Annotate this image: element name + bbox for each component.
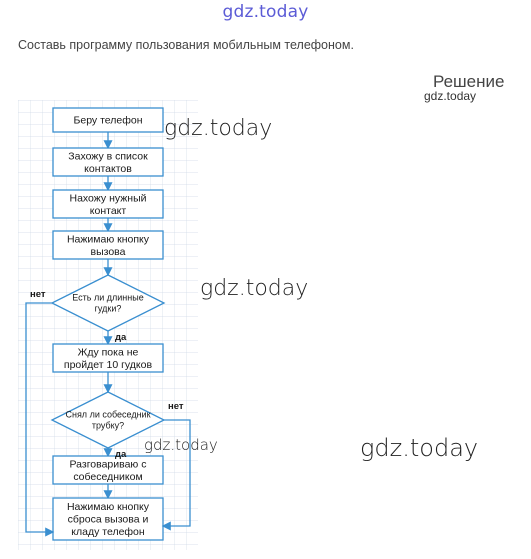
header-watermark: gdz.today: [222, 2, 309, 22]
watermark-2: gdz.today: [200, 276, 309, 301]
decision-2-yes-label: да: [115, 449, 127, 460]
step-label-4-line-2: вызова: [90, 245, 126, 258]
decision-1-no-label: нет: [30, 289, 46, 300]
decision-2-label-line-2: трубку?: [91, 420, 125, 431]
end-step-label-line-3: кладу телефон: [71, 526, 145, 539]
talk-step-label-line-2: собеседником: [73, 470, 143, 483]
watermark-3: gdz.today: [144, 436, 218, 454]
task-text: Составь программу пользования мобильным телефоном.: [18, 38, 354, 52]
step-label-2-line-1: Захожу в список: [68, 150, 148, 163]
watermark-1: gdz.today: [164, 116, 273, 141]
decision-2-label-line-1: Снял ли собеседник: [65, 409, 151, 420]
wait-step-label-line-2: пройдет 10 гудков: [63, 358, 153, 371]
step-label-3-line-1: Нахожу нужный: [69, 192, 147, 205]
end-step-label-line-1: Нажимаю кнопку: [66, 501, 150, 514]
solution-watermark: gdz.today: [424, 89, 477, 103]
wait-step-label-line-1: Жду пока не: [77, 346, 139, 359]
decision-1-yes-label: да: [115, 332, 127, 343]
watermark-4: gdz.today: [360, 434, 479, 462]
decision-2-no-label: нет: [168, 401, 184, 412]
decision-1-label-line-2: гудки?: [94, 303, 122, 314]
end-step-label-line-2: сброса вызова и: [67, 513, 149, 526]
step-label-1-line-1: Беру телефон: [73, 114, 143, 127]
step-label-3-line-2: контакт: [89, 204, 127, 217]
talk-step-label-line-1: Разговариваю с: [69, 458, 147, 471]
step-label-4-line-1: Нажимаю кнопку: [66, 233, 150, 246]
solution-title: Решение: [433, 72, 505, 91]
flowchart: [18, 100, 198, 550]
step-label-2-line-2: контактов: [84, 162, 132, 175]
decision-1-label-line-1: Есть ли длинные: [72, 292, 144, 303]
